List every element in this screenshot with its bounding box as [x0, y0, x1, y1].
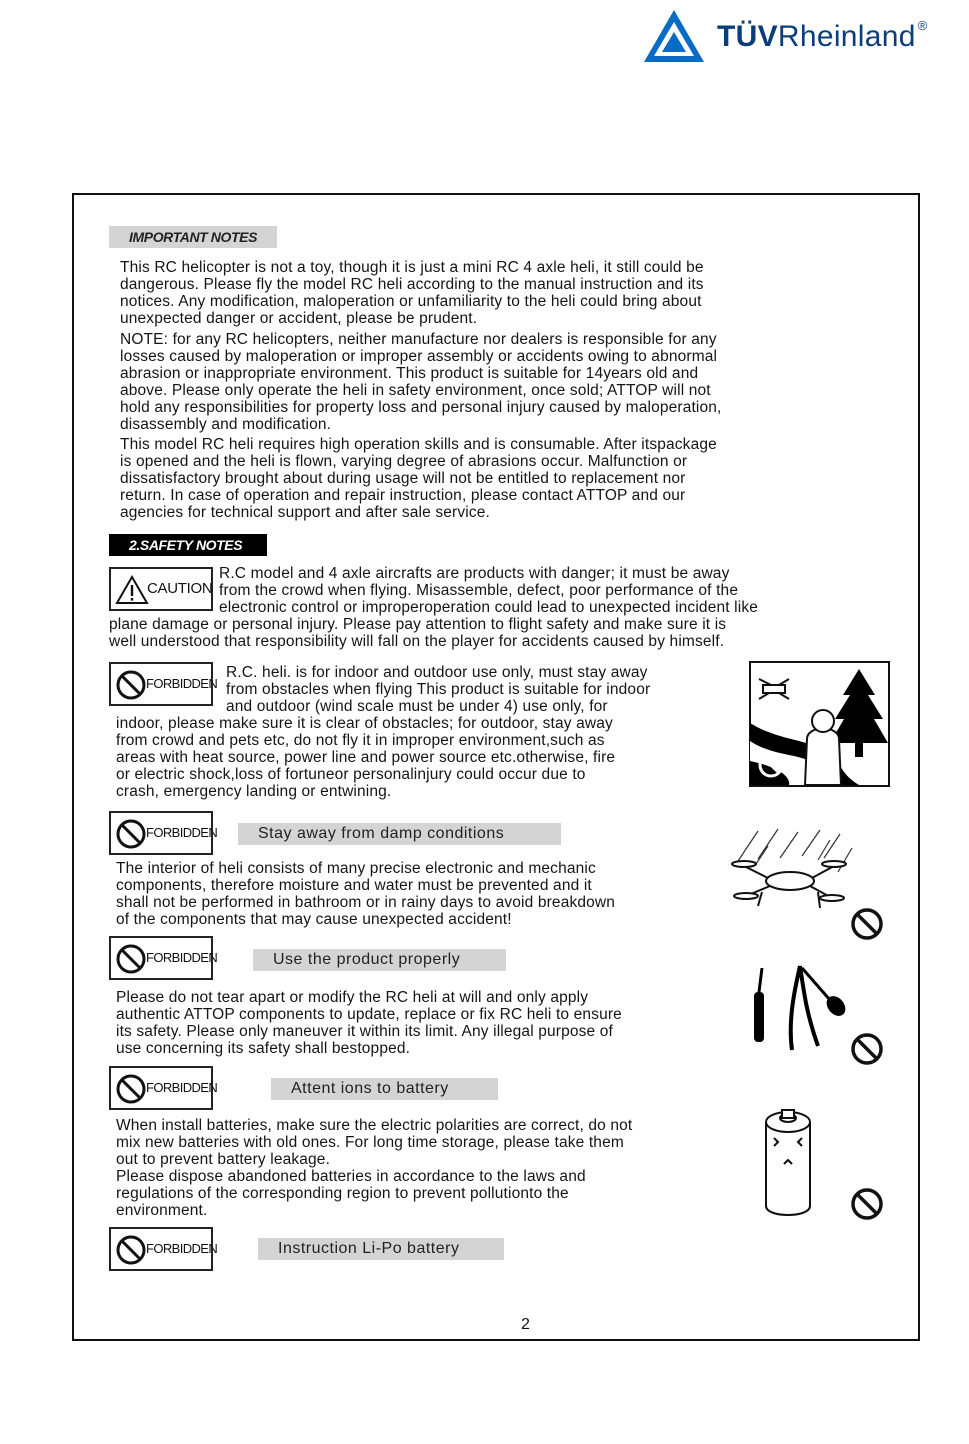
- prohibited-icon: [115, 1073, 147, 1105]
- prohibited-icon: [850, 1187, 884, 1221]
- forbidden-badge-proper-use: FORBIDDEN: [109, 936, 213, 980]
- damp-title: Stay away from damp conditions: [238, 823, 561, 845]
- damp-text: The interior of heli consists of many precise electronic and mechanic components, therefore moisture and water must be prevented and it shall not be performed in bathroom or in rainy days to avoid breakdown of the components that may cause unexpected accident!: [116, 860, 616, 928]
- forbidden-badge-lipo: FORBIDDEN: [109, 1227, 213, 1271]
- important-notes-paragraph-2: NOTE: for any RC helicopters, neither manufacture nor dealers is responsible for any losses caused by maloperation or improper assembly or accidents owing to abnormal abrasion or inappropriate environment. This product is suitable for 14years old and above. Please only operate the heli in safety environment, once sold; ATTOP will not hold any responsibilities for property loss and personal injury caused by maloperation, disassembly and modification.: [120, 331, 722, 433]
- forbidden-badge-battery: FORBIDDEN: [109, 1066, 213, 1110]
- proper-use-text: Please do not tear apart or modify the RC heli at will and only apply authentic ATTOP components to update, replace or fix RC heli to ensure its safety. Please only maneuver it within its limit. Any illegal purpose of use concerning its safety shall bestopped.: [116, 989, 622, 1057]
- forbidden-badge-indoor: FORBIDDEN: [109, 662, 213, 706]
- battery-text: When install batteries, make sure the electric polarities are correct, do not mix new batteries with old ones. For long time storage, please take them out to prevent battery leakage. Please dispose abandoned batteries in accordance to the laws and regulations of the corresponding region to prevent pollutionto the environment.: [116, 1117, 633, 1219]
- lipo-title: Instruction Li-Po battery: [258, 1238, 504, 1260]
- indoor-outdoor-text-bottom: indoor, please make sure it is clear of obstacles; for outdoor, stay away from crowd and pets etc, do not fly it in improper environment,such as areas with heat source, power line and power source etc.otherwise, fire or electric shock,loss of fortuneor personalinjury could occur due to crash, emergency landing or entwining.: [116, 715, 616, 800]
- proper-use-title: Use the product properly: [253, 949, 506, 971]
- prohibited-icon: [115, 818, 147, 850]
- safety-notes-heading: 2.SAFETY NOTES: [109, 534, 267, 556]
- page-number: 2: [521, 1316, 530, 1333]
- caution-text-top: R.C model and 4 axle aircrafts are products with danger; it must be away from the crowd when flying. Misassemble, defect, poor performance of the electronic control or improperoperation could lead to unexpected incident like: [219, 565, 759, 616]
- caution-badge: CAUTION: [109, 567, 213, 611]
- forbidden-badge-damp: FORBIDDEN: [109, 811, 213, 855]
- outdoor-flying-illustration: [749, 661, 890, 787]
- drone-in-rain-illustration: [728, 826, 858, 921]
- warning-triangle-icon: [115, 574, 149, 606]
- indoor-outdoor-text-top: R.C. heli. is for indoor and outdoor use only, must stay away from obstacles when flying This product is suitable for indoor and outdoor (wind scale must be under 4) use only, for: [226, 664, 651, 715]
- important-notes-paragraph-1: This RC helicopter is not a toy, though it is just a mini RC 4 axle heli, it still could be dangerous. Please fly the model RC heli according to the manual instruction and its notices. Any modification, maloperation or unfamiliarity to the heli could bring about unexpected danger or accident, please be prudent.: [120, 259, 704, 327]
- tuv-triangle-icon: [642, 8, 706, 64]
- caution-text-bottom: plane damage or personal injury. Please pay attention to flight safety and make sure it is well understood that responsibility will fall on the player for accidents caused by himself.: [109, 616, 727, 650]
- important-notes-paragraph-3: This model RC heli requires high operation skills and is consumable. After itspackage is opened and the heli is flown, varying degree of abrasions occur. Malfunction or dissatisfactory brought about during usage will not be entitled to replacement nor return. In case of operation and repair instruction, please contact ATTOP and our agencies for technical support and after sale service.: [120, 436, 717, 521]
- brand-name: TÜVRheinland ®: [717, 18, 928, 53]
- battery-title: Attent ions to battery: [271, 1078, 498, 1100]
- important-notes-heading: IMPORTANT NOTES: [109, 226, 277, 248]
- battery-illustration: [760, 1106, 820, 1218]
- prohibited-icon: [850, 1032, 884, 1066]
- prohibited-icon: [850, 907, 884, 941]
- prohibited-icon: [115, 1234, 147, 1266]
- prohibited-icon: [115, 943, 147, 975]
- tuv-rheinland-logo: [640, 8, 960, 68]
- prohibited-icon: [115, 669, 147, 701]
- tools-illustration: [748, 962, 848, 1054]
